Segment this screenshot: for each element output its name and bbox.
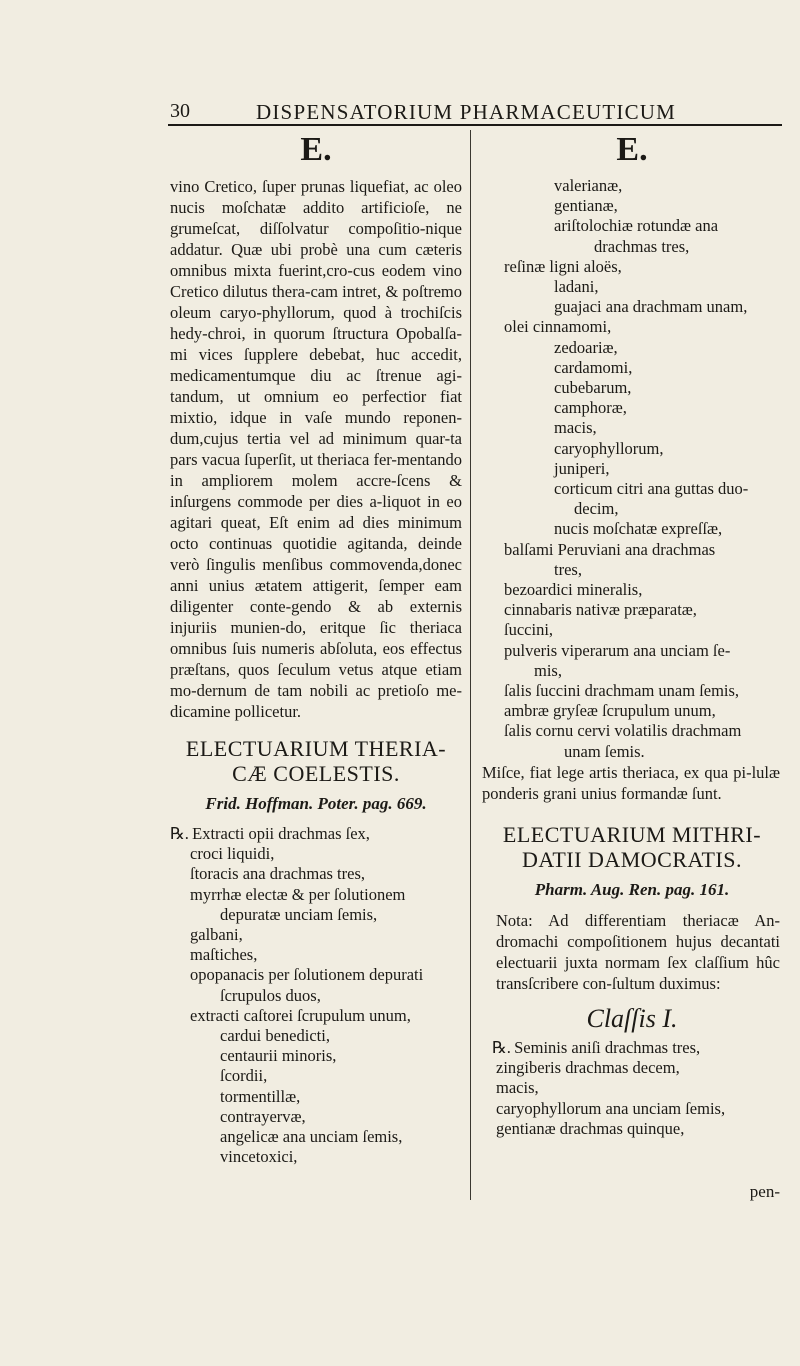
recipe-list-right: [484, 1038, 780, 1139]
list-item: pulveris viperarum ana unciam ſe-: [504, 640, 731, 660]
list-item: vincetoxici,: [220, 1147, 298, 1167]
running-title: DISPENSATORIUM PHARMACEUTICUM: [256, 100, 677, 124]
list-item: maſtiches,: [190, 945, 258, 965]
list-item: drachmas tres,: [594, 236, 690, 256]
list-item: ſalis ſuccini drachmam unam ſemis,: [504, 681, 740, 701]
list-item: valerianæ,: [554, 176, 623, 195]
list-item: zedoariæ,: [554, 337, 618, 357]
list-item: camphoræ,: [554, 398, 627, 418]
theriaca-paragraph: vino Cretico, ſuper prunas liquefiat, ac oleo nucis moſchatæ addito artificioſe, ne grumeſcat, diſſolvatur compoſitio-nique addatur. Quæ ubi probè una cum cæteris omnibus mixta fuerint,cro-cus eodem vino Cretico dilutus thera-cam intret, & poſtremo oleum caryo-phyllorum, quod à trochiſcis hedy-chroi, in quorum ſtructura Opobalſa-mi vices ſupplere debebat, huc accedit, medicamentumque diu ac ſtrenue agi-tandum, ut omnium eo perfectior fiat mixtio, idque in vaſe mundo reponen-dum,cujus tertia vel ad minimum quar-ta pars vacua ſuperſit, ut theriaca fer-mentando in ampliorem molem accre-ſcens & inſurgens commode per dies a-liquot in eo agitari queat, Eſt enim ad dies minimum octo continuas quotidie agitanda, deinde verò ſingulis menſibus commovenda,donec anni unius ætatem attigerit, ſemper eam diligenter conte-gendo & ab externis injuriis munien-do, eritque ſic theriaca omnibus ſuis numeris abſoluta, eos effectus præſtans, quos ſeculum vetus atque etiam mo-dernum de tam nobili ac pretioſo me-dicamine pollicetur.: [170, 177, 462, 721]
list-item: macis,: [554, 418, 597, 438]
closing-paragraph: Miſce, fiat lege artis theriaca, ex qua pi-lulæ ponderis grani unius formandæ ſunt.: [482, 762, 780, 803]
page-number: 30: [170, 100, 190, 122]
list-item: reſinæ ligni aloës,: [504, 256, 622, 276]
list-item: juniperi,: [554, 458, 610, 478]
list-item: opopanacis per ſolutionem depurati: [190, 965, 424, 985]
recipe-symbol: ℞.: [170, 824, 189, 843]
list-item: caryophyllorum ana unciam ſemis,: [496, 1098, 726, 1118]
list-item: olei cinnamomi,: [504, 317, 612, 337]
list-item: tormentillæ,: [220, 1086, 301, 1106]
list-item: angelicæ ana unciam ſemis,: [220, 1127, 403, 1147]
list-item: cubebarum,: [554, 378, 632, 398]
class-title: Claſſis I.: [586, 1003, 678, 1033]
list-item: mis,: [534, 660, 562, 680]
list-item: ℞. Seminis aniſi drachmas tres,: [492, 1037, 701, 1057]
list-item: extracti caſtorei ſcrupulum unum,: [190, 1005, 411, 1025]
list-item: ſcordii,: [220, 1066, 268, 1086]
list-item: guajaci ana drachmam unam,: [554, 297, 748, 317]
header-rule: [168, 124, 782, 126]
list-item: cardamomi,: [554, 357, 633, 377]
left-column: [170, 128, 462, 1167]
list-item: macis,: [496, 1078, 539, 1098]
list-item: caryophyllorum,: [554, 438, 664, 458]
list-item: nucis moſchatæ expreſſæ,: [554, 519, 723, 539]
list-item: depuratæ unciam ſemis,: [220, 904, 378, 924]
list-item: cinnabaris nativæ præparatæ,: [504, 600, 697, 620]
list-item: ladani,: [554, 277, 599, 297]
list-item: ſtoracis ana drachmas tres,: [190, 864, 366, 884]
heading-electuarium-theriacae: [170, 736, 462, 786]
list-item: decim,: [574, 499, 619, 519]
heading-line-1: ELECTUARIUM MITHRI-: [502, 821, 762, 847]
list-item: gentianæ,: [554, 196, 618, 216]
heading-line-2: DATII DAMOCRATIS.: [522, 846, 742, 872]
section-letter-right: E.: [616, 131, 648, 168]
column-divider: [470, 130, 471, 1200]
heading-line-2: CÆ COELESTIS.: [232, 761, 400, 786]
list-item: unam ſemis.: [564, 741, 645, 761]
list-item: ambræ gryſeæ ſcrupulum unum,: [504, 701, 716, 721]
list-item: centaurii minoris,: [220, 1046, 337, 1066]
catchword: pen-: [749, 1182, 780, 1201]
list-item: croci liquidi,: [190, 844, 275, 864]
list-item: ſcrupulos duos,: [220, 985, 321, 1005]
list-item: corticum citri ana guttas duo-: [554, 479, 749, 499]
source-citation: Pharm. Aug. Ren. pag. 161.: [534, 879, 730, 899]
heading-line-1: ELECTUARIUM THERIA-: [185, 736, 447, 761]
list-item: cardui benedicti,: [220, 1026, 330, 1046]
list-item: ℞. Extracti opii drachmas ſex,: [170, 824, 370, 843]
list-item: galbani,: [190, 925, 243, 945]
list-item: bezoardici mineralis,: [504, 580, 643, 600]
source-citation: Frid. Hoffman. Poter. pag. 669.: [205, 794, 427, 813]
list-item: tres,: [554, 559, 582, 579]
list-item: gentianæ drachmas quinque,: [496, 1118, 685, 1138]
list-item: ariſtolochiæ rotundæ ana: [554, 216, 719, 236]
list-item: myrrhæ electæ & per ſolutionem: [190, 884, 406, 904]
heading-electuarium-mithridatii: [484, 822, 780, 872]
list-item: ſalis cornu cervi volatilis drachmam: [504, 721, 742, 741]
list-item: balſami Peruviani ana drachmas: [504, 539, 716, 559]
recipe-list-left: [170, 824, 462, 1167]
ingredient-list-right: [484, 176, 780, 762]
right-column: [484, 128, 780, 1139]
running-header: [170, 100, 780, 126]
section-letter-left: E.: [300, 131, 332, 168]
nota-paragraph: Nota: Ad differentiam theriacæ An-dromachi compoſitionem hujus decantati electuarii juxta normam ſex claſſium hûc transſcribere con-ſultum duximus:: [496, 910, 780, 993]
recipe-symbol: ℞.: [492, 1037, 511, 1057]
list-item: contrayervæ,: [220, 1106, 306, 1126]
list-item: ſuccini,: [504, 620, 554, 640]
list-item: zingiberis drachmas decem,: [496, 1058, 680, 1078]
